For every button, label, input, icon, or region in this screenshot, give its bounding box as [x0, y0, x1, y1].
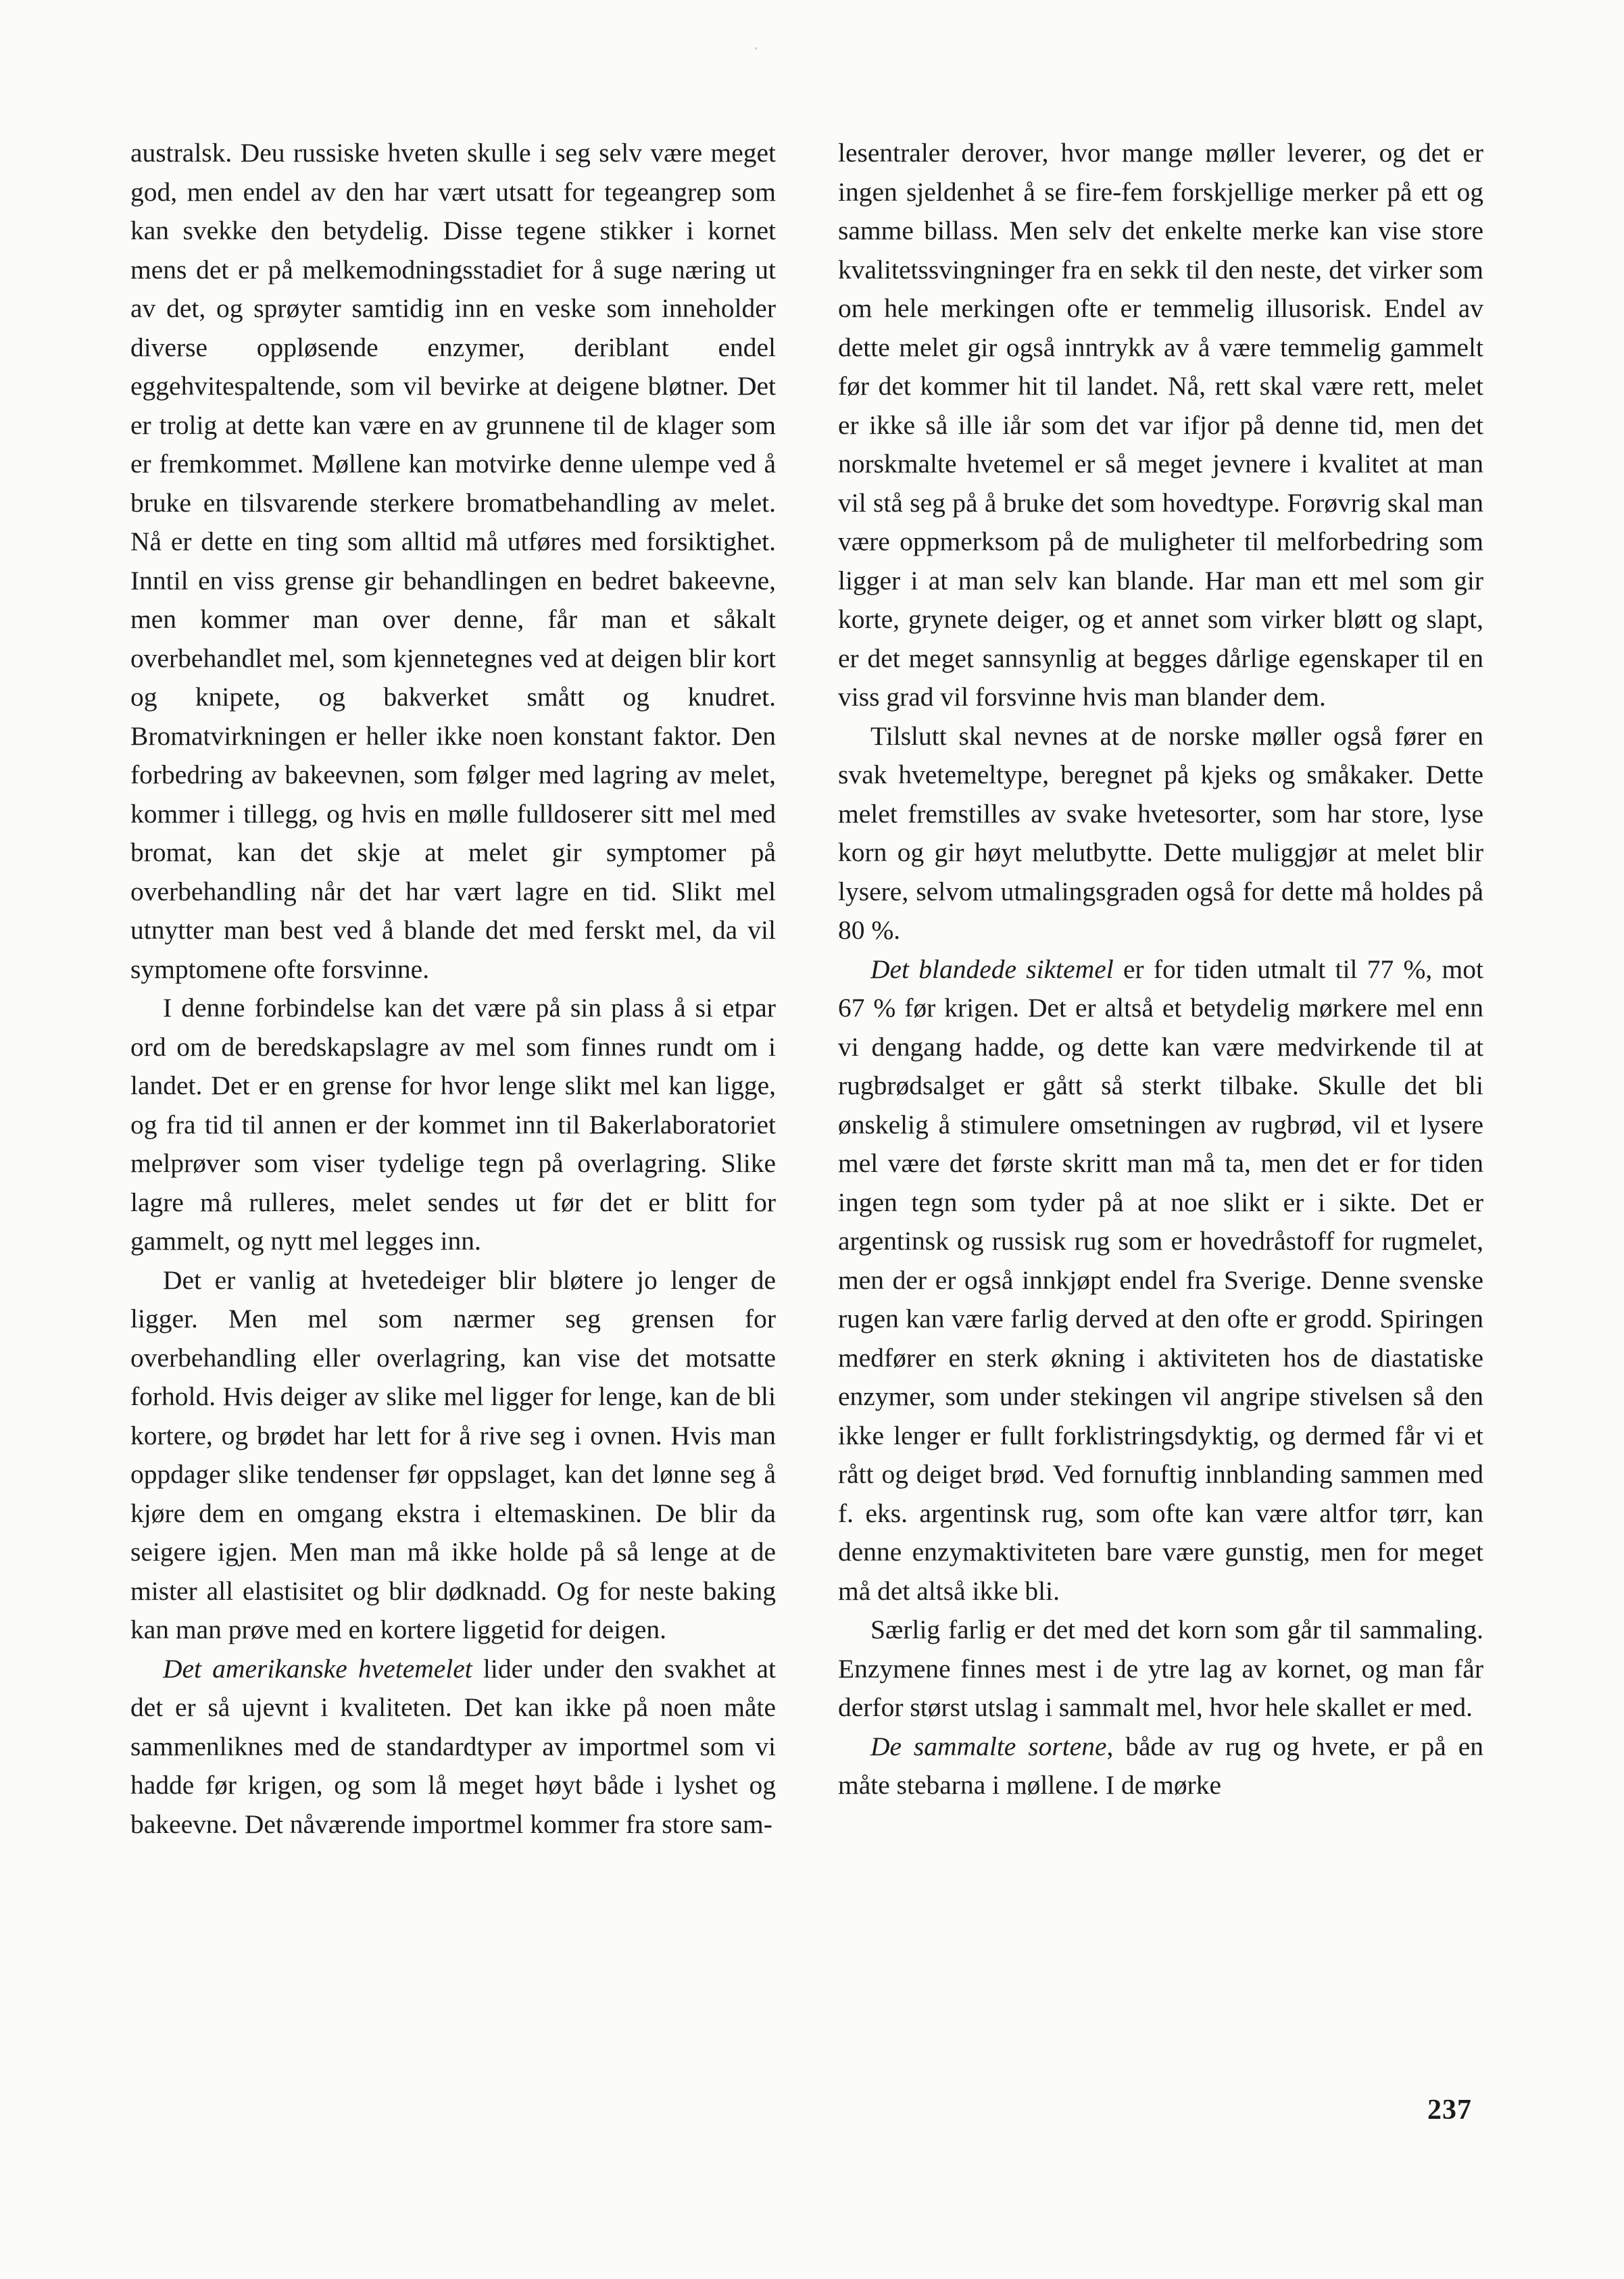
right-column — [838, 134, 1483, 1805]
left-paragraph-4-text: lider under den svakhet at det er så ujevnt i kvaliteten. Det kan ikke på noen måte sammenliknes med de standardtyper av importmel som vi hadde før krigen, og som lå meget høyt både i lyshet og bakeevne. Det nåværende importmel kommer fra store sam- — [130, 1653, 776, 1839]
left-paragraph-1: australsk. Deu russiske hveten skulle i seg selv være meget god, men endel av den har vært utsatt for tegeangrep som kan svekke den betydelig. Disse tegene stikker i kornet mens det er på melkemodningsstadiet for å suge næring ut av det, og sprøyter samtidig inn en veske som inneholder diverse oppløsende enzymer, deriblant endel eggehvitespaltende, som vil bevirke at deigene bløtner. Det er trolig at dette kan være en av grunnene til de klager som er fremkommet. Møllene kan motvirke denne ulempe ved å bruke en tilsvarende sterkere bromatbehandling av melet. Nå er dette en ting som alltid må utføres med forsiktighet. Inntil en viss grense gir behandlingen en bedret bakeevne, men kommer man over denne, får man et såkalt overbehandlet mel, som kjennetegnes ved at deigen blir kort og knipete, og bakverket smått og knudret. Bromatvirkningen er heller ikke noen konstant faktor. Den forbedring av bakeevnen, som følger med lagring av melet, kommer i tillegg, og hvis en mølle fulldoserer sitt mel med bromat, kan det skje at melet gir symptomer på overbehandling når det har vært lagre en tid. Slikt mel utnytter man best ved å blande det med ferskt mel, da vil symptomene ofte forsvinne. — [130, 138, 776, 984]
italic-heading-sifted-flour: Det blandede siktemel — [870, 954, 1114, 984]
page-number: 237 — [1427, 2094, 1472, 2126]
left-column — [130, 134, 776, 1844]
right-paragraph-4: Særlig farlig er det med det korn som går til sammaling. Enzymene finnes mest i de ytre lag av kornet, og man får derfor størst utslag i sammalt mel, hvor hele skallet er med. — [838, 1615, 1483, 1722]
left-paragraph-4 — [130, 1650, 776, 1844]
italic-heading-american-flour: Det amerikanske hvetemelet — [163, 1653, 472, 1684]
right-paragraph-5-text: , både av rug og hvete, er på en måte stebarna i møllene. I de mørke — [838, 1731, 1483, 1800]
right-paragraph-1: lesentraler derover, hvor mange møller leverer, og det er ingen sjeldenhet å se fire-fem forskjellige merker på ett og samme billass. Men selv det enkelte merke kan vise store kvalitetssvingninger fra en sekk til den neste, det virker som om hele merkingen ofte er temmelig illusorisk. Endel av dette melet gir også inntrykk av å være temmelig gammelt før det kommer hit til landet. Nå, rett skal være rett, melet er ikke så ille iår som det var ifjor på denne tid, men det norskmalte hvetemel er så meget jevnere i kvalitet at man vil stå seg på å bruke det som hovedtype. Forøvrig skal man være oppmerksom på de muligheter til melforbedring som ligger i at man selv kan blande. Har man ett mel som gir korte, grynete deiger, og et annet som virker bløtt og slapt, er det meget sannsynlig at begges dårlige egenskaper til en viss grad vil forsvinne hvis man blander dem. — [838, 138, 1483, 712]
italic-heading-wholemeal: De sammalte sortene — [870, 1731, 1107, 1761]
right-paragraph-2: Tilslutt skal nevnes at de norske møller også fører en svak hvetemeltype, beregnet på kjeks og småkaker. Dette melet fremstilles av svake hvetesorter, som har store, lyse korn og gir høyt melutbytte. Dette muliggjør at melet blir lysere, selvom utmalingsgraden også for dette må holdes på 80 %. — [838, 720, 1483, 945]
right-paragraph-5 — [838, 1727, 1483, 1805]
right-paragraph-3 — [838, 950, 1483, 1611]
left-paragraph-3: Det er vanlig at hvetedeiger blir bløtere jo lenger de ligger. Men mel som nærmer seg grensen for overbehandling eller overlagring, kan vise det motsatte forhold. Hvis deiger av slike mel ligger for lenge, kan de bli kortere, og brødet har lett for å rive seg i ovnen. Hvis man oppdager slike tendenser før oppslaget, kan det lønne seg å kjøre dem en omgang ekstra i eltemaskinen. De blir da seigere igjen. Men man må ikke holde på så lenge at de mister all elastisitet og blir dødknadd. Og for neste baking kan man prøve med en kortere liggetid for deigen. — [130, 1265, 776, 1644]
right-paragraph-3-text: er for tiden utmalt til 77 %, mot 67 % før krigen. Det er altså et betydelig mørkere mel enn vi dengang hadde, og dette kan være medvirkende til at rugbrødsalget er gått så sterkt tilbake. Skulle det bli ønskelig å stimulere omsetningen av rugbrød, vil et lysere mel være det første skritt man må ta, men det er for tiden ingen tegn som tyder på at noe slikt er i sikte. Det er argentinsk og russisk rug som er hovedråstoff for rugmelet, men der er også innkjøpt endel fra Sverige. Denne svenske rugen kan være farlig derved at den ofte er grodd. Spiringen medfører en sterk økning i aktiviteten hos de diastatiske enzymer, som under stekingen vil angripe stivelsen så den ikke lenger er fullt forklistringsdyktig, og dermed får vi et rått og deiget brød. Ved fornuftig innblanding sammen med f. eks. argentinsk rug, som ofte kan være altfor tørr, kan denne enzymaktiviteten bare være gunstig, men for meget må det altså ikke bli. — [838, 954, 1483, 1606]
page-speck — [755, 47, 757, 49]
left-paragraph-2: I denne forbindelse kan det være på sin plass å si etpar ord om de beredskapslagre av mel som finnes rundt om i landet. Det er en grense for hvor lenge slikt mel kan ligge, og fra tid til annen er der kommet inn til Bakerlaboratoriet melprøver som viser tydelige tegn på overlagring. Slike lagre må rulleres, melet sendes ut før det er blitt for gammelt, og nytt mel legges inn. — [130, 993, 776, 1256]
